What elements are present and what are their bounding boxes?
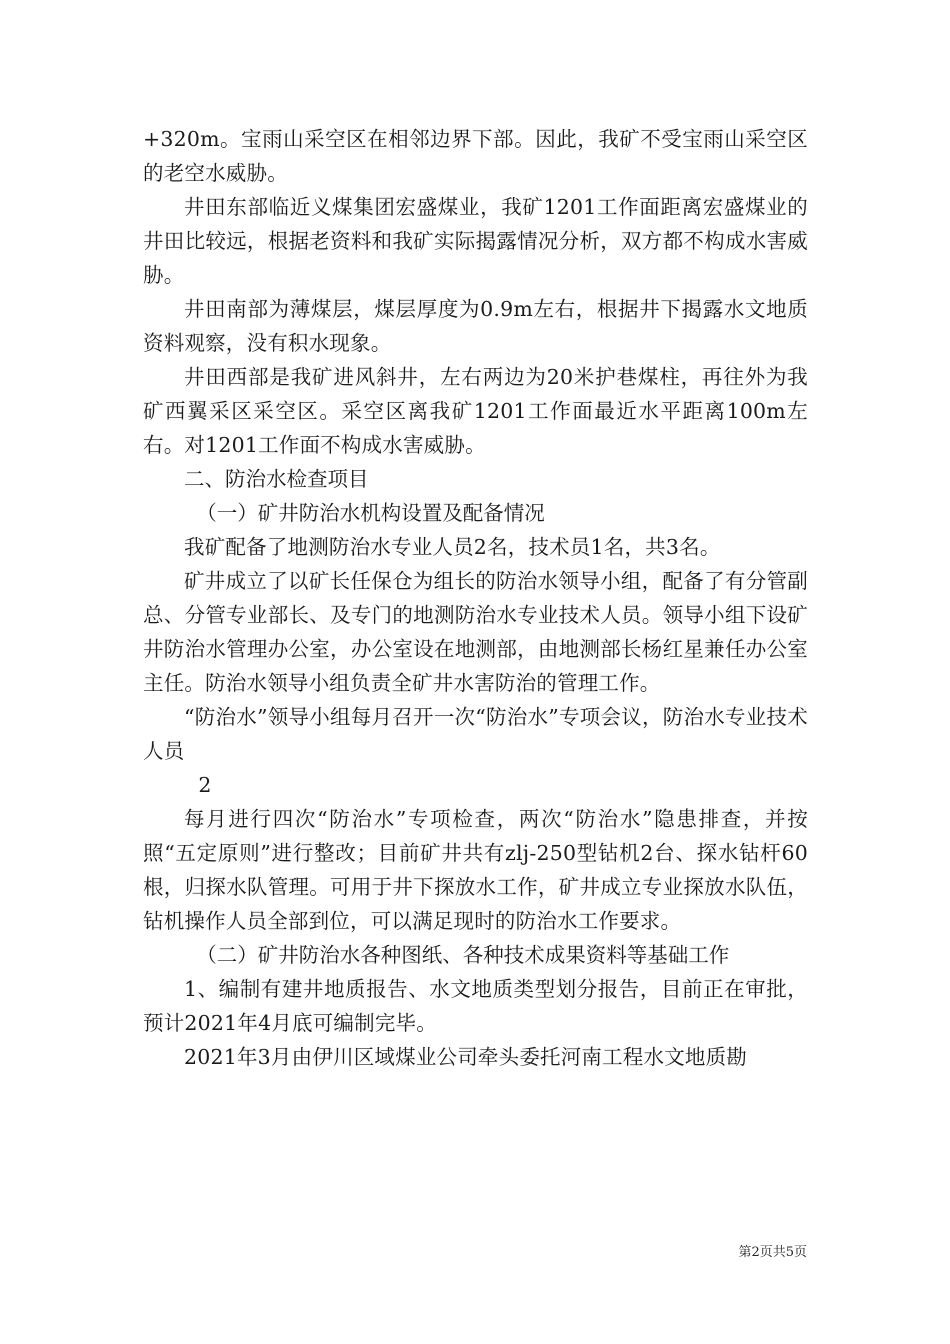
paragraph-south-boundary: 井田南部为薄煤层，煤层厚度为0.9m左右，根据井下揭露水文地质资料观察，没有积水现象。	[143, 297, 808, 355]
section-heading-inspection-items: 二、防治水检查项目	[184, 467, 369, 491]
paragraph-west-boundary: 井田西部是我矿进风斜井，左右两边为20米护巷煤柱，再往外为我矿西翼采区采空区。采空区离我矿1201工作面最近水平距离100m左右。对1201工作面不构成水害威胁。	[143, 365, 808, 457]
page-footer-number: 第2页共5页	[738, 1245, 807, 1260]
subsection-heading-organization: （一）矿井防治水机构设置及配备情况	[196, 501, 545, 525]
paragraph-leadership-group: 矿井成立了以矿长任保仓为组长的防治水领导小组，配备了有分管副总、分管专业部长、及专门的地测防治水专业技术人员。领导小组下设矿井防治水管理办公室，办公室设在地测部，由地测部长杨红星兼任办公室主任。防治水领导小组负责全矿井水害防治的管理工作。	[143, 569, 808, 695]
paragraph-monthly-inspection: 每月进行四次“防治水”专项检查，两次“防治水”隐患排查，并按照“五定原则”进行整改；目前矿井共有zlj-250型钻机2台、探水钻杆60根，归探水队管理。可用于井下探放水工作，矿井成立专业探放水队伍，钻机操作人员全部到位，可以满足现时的防治水工作要求。	[143, 807, 808, 933]
document-body	[143, 122, 808, 1074]
inline-page-marker: 2	[198, 773, 212, 797]
subsection-heading-drawings: （二）矿井防治水各种图纸、各种技术成果资料等基础工作	[196, 943, 730, 967]
paragraph-commission: 2021年3月由伊川区域煤业公司牵头委托河南工程水文地质勘	[184, 1045, 748, 1069]
paragraph-geology-report: 1、编制有建井地质报告、水文地质类型划分报告，目前正在审批，预计2021年4月底可编制完毕。	[143, 977, 808, 1035]
paragraph-monthly-meeting: “防治水”领导小组每月召开一次“防治水”专项会议，防治水专业技术人员	[143, 705, 808, 763]
paragraph-staffing: 我矿配备了地测防治水专业人员2名，技术员1名，共3名。	[184, 535, 721, 559]
paragraph-east-boundary: 井田东部临近义煤集团宏盛煤业，我矿1201工作面距离宏盛煤业的井田比较远，根据老资料和我矿实际揭露情况分析，双方都不构成水害威胁。	[143, 195, 808, 287]
paragraph-laokongshui: +320m。宝雨山采空区在相邻边界下部。因此，我矿不受宝雨山采空区的老空水威胁。	[143, 127, 808, 185]
